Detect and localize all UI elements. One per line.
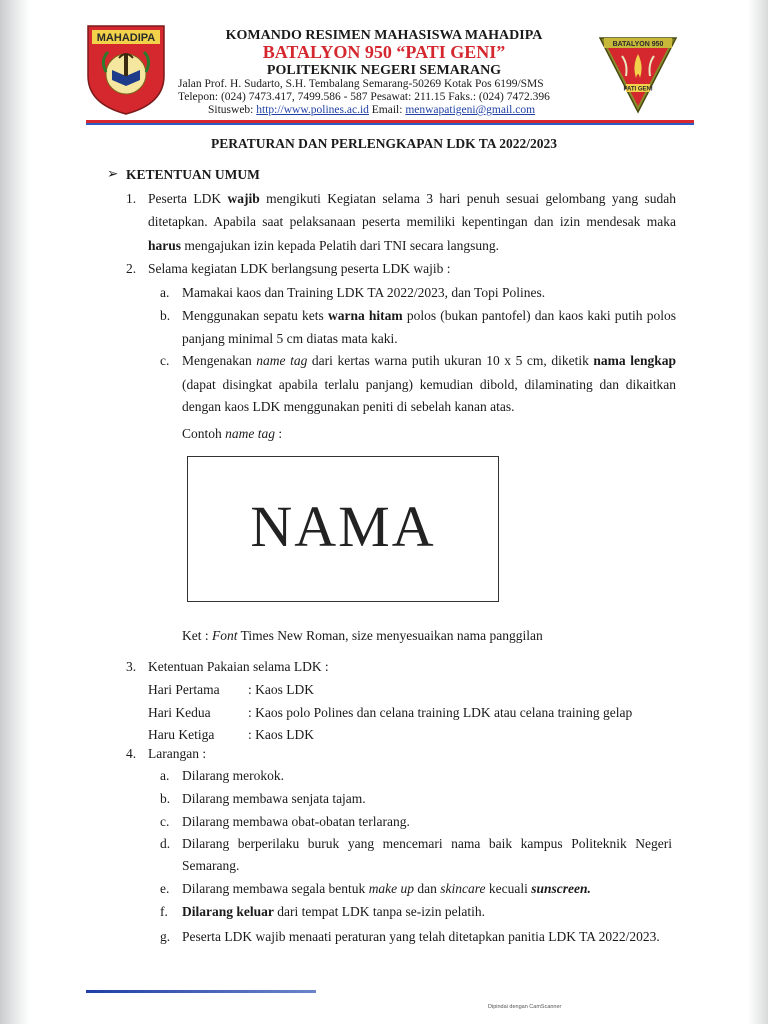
scanner-watermark: Dipindai dengan CamScanner — [488, 1004, 562, 1010]
dress-day-3-value: : Kaos LDK — [248, 727, 314, 742]
email-link[interactable]: menwapatigeni@gmail.com — [405, 104, 536, 116]
item-4-text: Larangan : — [148, 746, 207, 761]
font-note: Ket : Font Times New Roman, size menyesuaikan nama panggilan — [182, 628, 543, 643]
section-bullet-icon: ➢ — [107, 166, 119, 181]
scan-shadow-left — [0, 0, 30, 1024]
logo-right-bottom-text: PATI GENI — [623, 86, 653, 93]
prohibition-f-label: f. — [160, 904, 168, 919]
prohibition-d-line-1: Dilarang berperilaku buruk yang mencemari nama baik kampus Politeknik Negeri — [182, 836, 672, 851]
section-heading: KETENTUAN UMUM — [126, 167, 260, 182]
item-2c-line-3: dengan kaos LDK menggunakan peniti di sebelah kanan atas. — [182, 399, 515, 414]
dress-day-2-value: : Kaos polo Polines dan celana training LDK atau celana training gelap — [248, 705, 633, 720]
prohibition-d-line-2: Semarang. — [182, 858, 240, 873]
prohibition-a-text: Dilarang merokok. — [182, 768, 284, 783]
dress-day-1-label: Hari Pertama — [148, 682, 220, 697]
prohibition-g-text: Peserta LDK wajib menaati peraturan yang telah ditetapkan panitia LDK TA 2022/2023. — [182, 929, 660, 944]
header-battalion-name: BATALYON 950 “PATI GENI” — [262, 42, 506, 62]
name-tag-example-label: Contoh name tag : — [182, 426, 283, 441]
name-tag-example-text: NAMA — [250, 494, 436, 559]
item-2b-line-2: panjang minimal 5 cm diatas mata kaki. — [182, 331, 398, 346]
item-3-number: 3. — [126, 659, 137, 674]
header-phone: Telepon: (024) 7473.417, 7499.586 - 587 Pesawat: 211.15 Faks.: (024) 7472.396 — [178, 91, 550, 103]
item-2a-label: a. — [160, 285, 170, 300]
item-1-number: 1. — [126, 191, 137, 206]
logo-right-top-text: BATALYON 950 — [612, 41, 664, 48]
dress-day-1-value: : Kaos LDK — [248, 682, 314, 697]
web-label: Situsweb: — [208, 104, 257, 116]
header-divider-blue — [86, 123, 694, 125]
header-institution-name: POLITEKNIK NEGERI SEMARANG — [266, 63, 502, 78]
prohibition-c-text: Dilarang membawa obat-obatan terlarang. — [182, 814, 410, 829]
item-3-text: Ketentuan Pakaian selama LDK : — [148, 659, 329, 674]
prohibition-e-text: Dilarang membawa segala bentuk make up dan skincare kecuali sunscreen. — [182, 881, 591, 896]
item-2b-line-1: Menggunakan sepatu kets warna hitam polos (bukan pantofel) dan kaos kaki putih polos — [182, 308, 676, 323]
prohibition-f-text: Dilarang keluar dari tempat LDK tanpa se-izin pelatih. — [182, 904, 485, 919]
scan-shadow-right — [748, 0, 768, 1024]
prohibition-a-label: a. — [160, 768, 170, 783]
item-1-line-3: harus mengajukan izin kepada Pelatih dari TNI secara langsung. — [148, 238, 500, 253]
dress-day-3-label: Haru Ketiga — [148, 727, 215, 742]
prohibition-g-label: g. — [160, 929, 171, 944]
prohibition-c-label: c. — [160, 814, 170, 829]
header-address: Jalan Prof. H. Sudarto, S.H. Tembalang Semarang-50269 Kotak Pos 6199/SMS — [178, 78, 544, 90]
logo-left-text: MAHADIPA — [96, 32, 156, 44]
email-label: Email: — [368, 104, 406, 116]
name-tag-example-box — [187, 456, 499, 602]
item-4-number: 4. — [126, 746, 137, 761]
item-2-number: 2. — [126, 261, 137, 276]
website-link[interactable]: http://www.polines.ac.id — [256, 104, 369, 116]
item-2-text: Selama kegiatan LDK berlangsung peserta LDK wajib : — [148, 261, 451, 276]
dress-day-2-label: Hari Kedua — [148, 705, 211, 720]
item-2b-label: b. — [160, 308, 171, 323]
item-2a-text: Mamakai kaos dan Training LDK TA 2022/2023, dan Topi Polines. — [182, 285, 546, 300]
prohibition-b-text: Dilarang membawa senjata tajam. — [182, 791, 366, 806]
header-web-email — [208, 103, 628, 117]
document-title: PERATURAN DAN PERLENGKAPAN LDK TA 2022/2023 — [211, 136, 557, 151]
item-2c-line-2: (dapat disingkat apabila terlalu panjang) kemudian dibold, dilaminating dan dikaitkan — [182, 377, 676, 392]
prohibition-b-label: b. — [160, 791, 171, 806]
item-2c-line-1: Mengenakan name tag dari kertas warna putih ukuran 10 x 5 cm, diketik nama lengkap — [182, 353, 676, 368]
item-2c-label: c. — [160, 353, 170, 368]
prohibition-e-label: e. — [160, 881, 170, 896]
prohibition-d-label: d. — [160, 836, 171, 851]
item-1-line-1: Peserta LDK wajib mengikuti Kegiatan selama 3 hari penuh sesuai gelombang yang sudah — [148, 191, 676, 206]
bottom-divider — [86, 990, 316, 993]
item-1-line-2: ditetapkan. Apabila saat pelaksanaan peserta memiliki kepentingan dan izin mendesak maka — [148, 214, 676, 229]
header-command-name: KOMANDO RESIMEN MAHASISWA MAHADIPA — [225, 28, 543, 43]
